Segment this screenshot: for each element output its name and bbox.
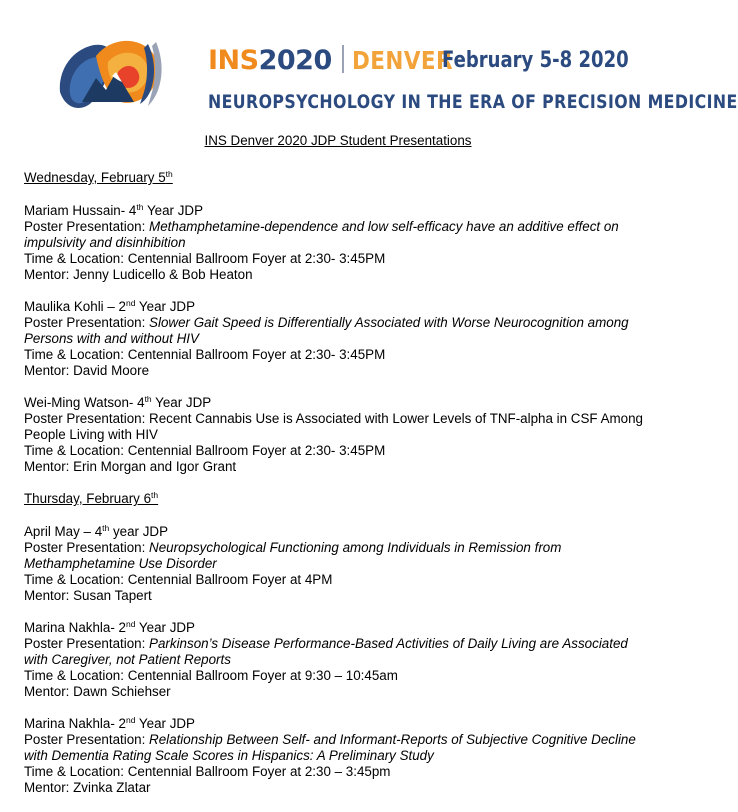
conference-logo-icon	[52, 32, 170, 116]
conference-city: DENVER	[351, 46, 453, 75]
presentation-mentor: Mentor: David Moore	[24, 363, 150, 378]
days-list	[24, 170, 652, 796]
presenter-name-text: Marina Nakhla- 2	[24, 620, 126, 635]
presentation-mentor: Mentor: Zvinka Zlatar	[24, 780, 151, 795]
presentation-entry	[24, 716, 652, 796]
presentation-entry	[24, 299, 652, 379]
presenter-name	[24, 395, 652, 411]
presentation-type-label: Poster Presentation:	[24, 732, 150, 747]
presentation-title-line	[24, 636, 652, 668]
presentation-title-line	[24, 732, 652, 764]
conference-theme: NEUROPSYCHOLOGY IN THE ERA OF PRECISION MEDICINE	[208, 91, 738, 113]
presentation-time-location: Time & Location: Centennial Ballroom Foyer at 2:30- 3:45PM	[24, 251, 386, 266]
presenter-year-sup: th	[144, 394, 152, 404]
day-section	[24, 170, 652, 475]
presentation-mentor: Mentor: Erin Morgan and Igor Grant	[24, 459, 237, 474]
presentation-title: Relationship Between Self- and Informant-Reports of Subjective Cognitive Decline with Dementia Rating Scale Scores in Hispanics: A Preliminary Study	[24, 732, 636, 763]
presentation-time-location: Time & Location: Centennial Ballroom Foyer at 2:30 – 3:45pm	[24, 764, 391, 779]
day-heading-text: Wednesday, February 5	[24, 170, 166, 185]
presenter-name	[24, 620, 652, 636]
presentation-mentor: Mentor: Dawn Schiehser	[24, 684, 171, 699]
presentation-time-location: Time & Location: Centennial Ballroom Foyer at 4PM	[24, 572, 333, 587]
presenter-year-sup: nd	[125, 298, 136, 308]
presentation-title-line	[24, 219, 652, 251]
conference-year: 2020	[258, 45, 332, 76]
presentation-type-label: Poster Presentation:	[24, 411, 150, 426]
presentation-title: Methamphetamine-dependence and low self-efficacy have an additive effect on impulsivity and disinhibition	[24, 219, 619, 250]
presentation-entry	[24, 203, 652, 283]
presenter-year-sup: th	[136, 202, 144, 212]
document-title: INS Denver 2020 JDP Student Presentations	[204, 133, 472, 148]
presenter-name	[24, 716, 652, 732]
presentation-time-location: Time & Location: Centennial Ballroom Foyer at 2:30- 3:45PM	[24, 443, 386, 458]
presentation-title: Slower Gait Speed is Differentially Associated with Worse Neurocognition among Persons with and without HIV	[24, 315, 629, 346]
presentation-type-label: Poster Presentation:	[24, 219, 150, 234]
day-heading-sup: th	[151, 490, 159, 500]
presenter-name	[24, 524, 652, 540]
day-heading-sup: th	[165, 169, 173, 179]
day-section	[24, 491, 652, 796]
presentation-entry	[24, 524, 652, 604]
presentation-title: Neuropsychological Functioning among Individuals in Remission from Methamphetamine Use Disorder	[24, 540, 562, 571]
presenter-year-suffix: Year JDP	[151, 395, 212, 410]
presenter-year-suffix: year JDP	[109, 524, 169, 539]
presenter-year-sup: nd	[125, 715, 136, 725]
presenter-year-suffix: Year JDP	[135, 716, 195, 731]
presenter-name-text: Wei-Ming Watson- 4	[24, 395, 145, 410]
day-heading	[24, 170, 652, 186]
conference-dates: February 5-8 2020	[442, 48, 629, 73]
presentation-title-line	[24, 315, 652, 347]
presenter-year-suffix: Year JDP	[135, 299, 196, 314]
presentation-type-label: Poster Presentation:	[24, 540, 150, 555]
presenter-name	[24, 203, 652, 219]
presenter-name-text: Marina Nakhla- 2	[24, 716, 126, 731]
presentation-entry	[24, 395, 652, 475]
presenter-year-suffix: Year JDP	[143, 203, 204, 218]
presenter-name	[24, 299, 652, 315]
presentation-title: Parkinson’s Disease Performance-Based Activities of Daily Living are Associated with Caregiver, not Patient Reports	[24, 636, 628, 667]
presentation-mentor: Mentor: Susan Tapert	[24, 588, 152, 603]
presenter-year-sup: nd	[125, 619, 136, 629]
presenter-year-sup: th	[102, 523, 110, 533]
presentation-mentor: Mentor: Jenny Ludicello & Bob Heaton	[24, 267, 253, 282]
conference-acronym: INS	[208, 45, 259, 76]
presentation-title: Recent Cannabis Use is Associated with Lower Levels of TNF-alpha in CSF Among People Living with HIV	[24, 411, 644, 442]
day-heading	[24, 491, 652, 507]
conference-name	[208, 44, 469, 78]
presenter-year-suffix: Year JDP	[135, 620, 195, 635]
presentation-entry	[24, 620, 652, 700]
presentation-title-line	[24, 411, 652, 443]
presentation-time-location: Time & Location: Centennial Ballroom Foyer at 9:30 – 10:45am	[24, 668, 398, 683]
presenter-name-text: April May – 4	[24, 524, 103, 539]
presentation-type-label: Poster Presentation:	[24, 636, 150, 651]
header-divider	[342, 45, 344, 73]
presentation-type-label: Poster Presentation:	[24, 315, 150, 330]
presentation-title-line	[24, 540, 652, 572]
document-body	[24, 133, 652, 812]
conference-banner	[0, 0, 738, 128]
day-heading-text: Thursday, February 6	[24, 491, 152, 506]
presenter-name-text: Maulika Kohli – 2	[24, 299, 126, 314]
presentation-time-location: Time & Location: Centennial Ballroom Foyer at 2:30- 3:45PM	[24, 347, 386, 362]
presenter-name-text: Mariam Hussain- 4	[24, 203, 137, 218]
